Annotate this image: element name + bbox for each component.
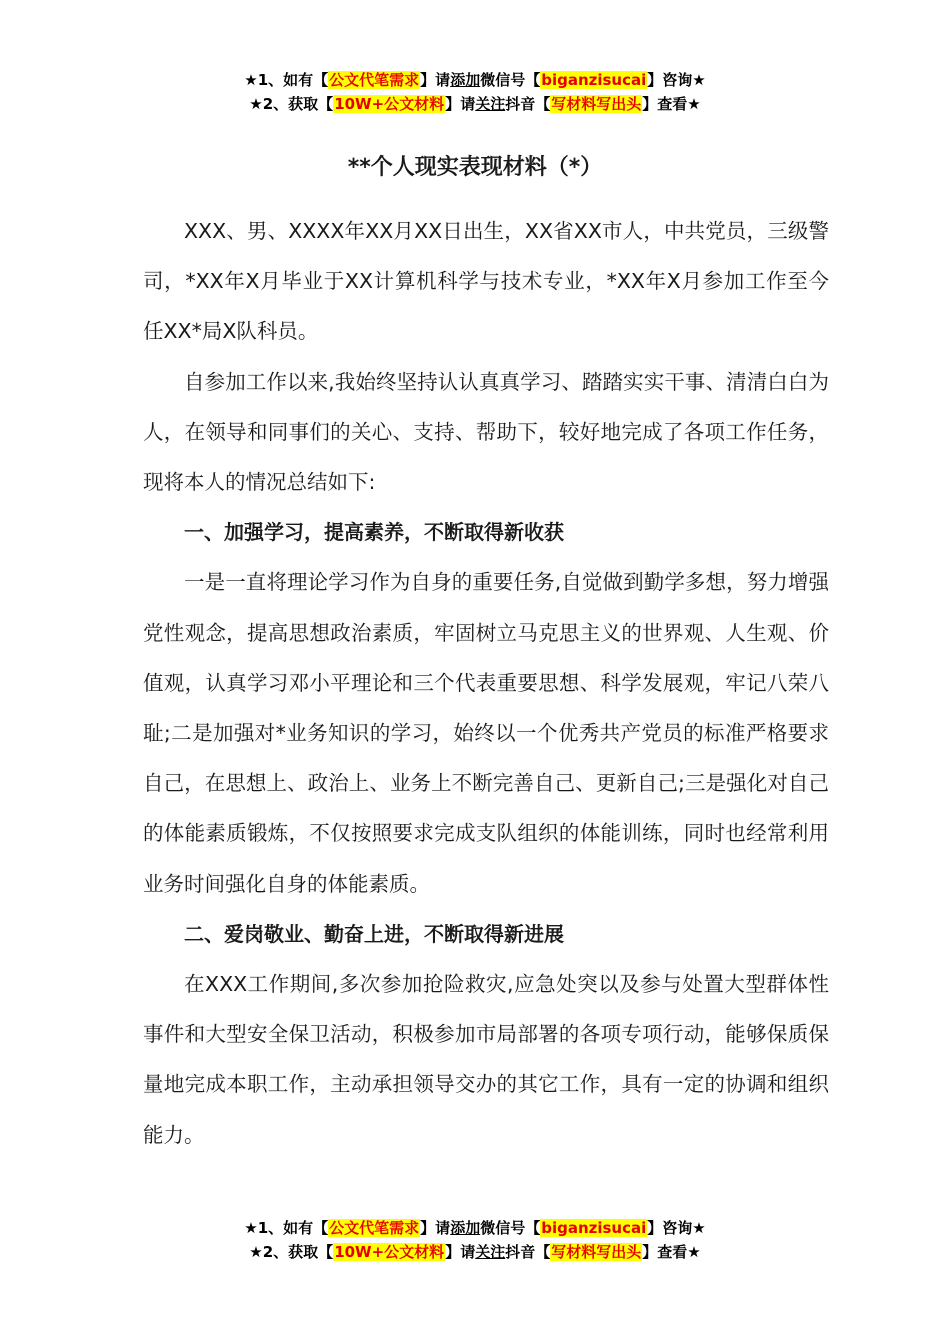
banner-highlight: 写材料写出头 — [551, 95, 642, 113]
section-heading-1: 一、加强学习，提高素养，不断取得新收获 — [184, 520, 564, 545]
header-banner — [0, 68, 950, 116]
document-body — [143, 206, 829, 1160]
section-body-2: 在XXX工作期间,多次参加抢险救灾,应急处突以及参与处置大型群体性事件和大型安全保卫活动，积极参加市局部署的各项专项行动，能够保质保量地完成本职工作，主动承担领导交办的其它工作，具有一定的协调和组织能力。 — [143, 972, 829, 1147]
banner-line-1: ★1、如有【公文代笔需求】请添加微信号【biganzisucai】咨询★ — [244, 1219, 706, 1237]
banner-highlight: biganzisucai — [541, 1219, 647, 1237]
banner-highlight: 10W+公文材料 — [334, 1243, 445, 1261]
banner-highlight: 公文代笔需求 — [329, 71, 420, 89]
banner-highlight: 10W+公文材料 — [334, 95, 445, 113]
banner-highlight: 写材料写出头 — [551, 1243, 642, 1261]
paragraph-summary: 自参加工作以来,我始终坚持认认真真学习、踏踏实实干事、清清白白为人，在领导和同事们的关心、支持、帮助下，较好地完成了各项工作任务，现将本人的情况总结如下: — [143, 369, 829, 495]
banner-line-2: ★2、获取【10W+公文材料】请关注抖音【写材料写出头】查看★ — [249, 1243, 701, 1261]
banner-highlight: biganzisucai — [541, 71, 647, 89]
banner-line-1: ★1、如有【公文代笔需求】请添加微信号【biganzisucai】咨询★ — [244, 71, 706, 89]
banner-line-2: ★2、获取【10W+公文材料】请关注抖音【写材料写出头】查看★ — [249, 95, 701, 113]
document-title: **个人现实表现材料（*） — [347, 155, 603, 180]
footer-banner — [0, 1216, 950, 1264]
banner-highlight: 公文代笔需求 — [329, 1219, 420, 1237]
section-body-1: 一是一直将理论学习作为自身的重要任务,自觉做到勤学多想，努力增强党性观念，提高思想政治素质，牢固树立马克思主义的世界观、人生观、价值观，认真学习邓小平理论和三个代表重要思想、科学发展观，牢记八荣八耻;二是加强对*业务知识的学习，始终以一个优秀共产党员的标准严格要求自己，在思想上、政治上、业务上不断完善自己、更新自己;三是强化对自己的体能素质锻炼，不仅按照要求完成支队组织的体能训练，同时也经常利用业务时间强化自身的体能素质。 — [143, 570, 829, 896]
paragraph-intro: XXX、男、XXXX年XX月XX日出生，XX省XX市人，中共党员，三级警司，*XX年X月毕业于XX计算机科学与技术专业，*XX年X月参加工作至今任XX*局X队科员。 — [143, 219, 829, 344]
section-heading-2: 二、爱岗敬业、勤奋上进，不断取得新进展 — [184, 921, 564, 946]
